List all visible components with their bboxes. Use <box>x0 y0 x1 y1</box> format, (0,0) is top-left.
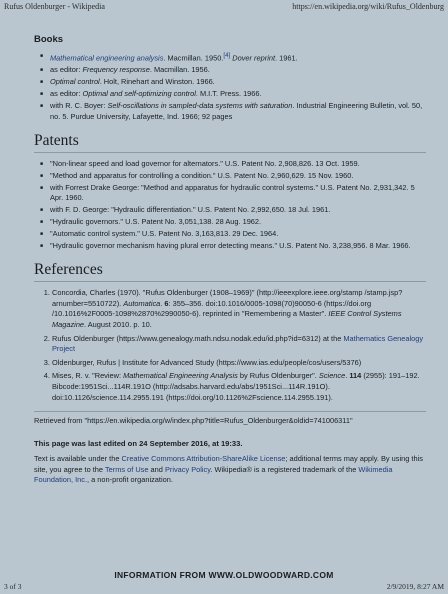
print-datetime: 2/9/2019, 8:27 AM <box>386 582 444 591</box>
license-notice: Text is available under the Creative Commons Attribution-ShareAlike License; additional terms may apply. By using this site, you agree to the Terms of Use and Privacy Policy. Wikipedia® is a registered trademark of the Wikimedia Foundation, Inc., a non-profit organization. <box>34 454 423 484</box>
article-content <box>34 34 426 485</box>
reference-item: 4. Mises, R. v. "Review: Mathematical Engineering Analysis by Rufus Oldenburger". Science. 114 (2955): 191–192. Bibcode:1951Sci...114R.191O (http://adsabs.harvard.edu/abs/1951Sci...114R.191O). doi:10.1126/science.114.2955.191 (https://doi.org/10.1126%2Fscience.114.2955.191). <box>52 371 426 403</box>
retrieved-from-notice: Retrieved from "https://en.wikipedia.org/w/index.php?title=Rufus_Oldenburger&oldid=741006311" <box>34 411 426 425</box>
book-item: ■ as editor: Optimal and self-optimizing control. M.I.T. Press. 1966. <box>50 89 426 99</box>
header-page-title: Rufus Oldenburger - Wikipedia <box>4 2 105 11</box>
references-list <box>34 288 426 403</box>
print-header <box>4 2 444 11</box>
book-title-link[interactable]: Mathematical engineering analysis <box>50 53 164 63</box>
wikimedia-foundation-link[interactable]: Wikimedia Foundation, Inc. <box>34 464 393 484</box>
patent-item: ■ "Method and apparatus for controlling a condition." U.S. Patent No. 2,960,629. 15 Nov. 1960. <box>50 171 426 181</box>
patent-item: ■ with Forrest Drake George: "Method and apparatus for hydraulic control systems." U.S. Patent No. 2,931,342. 5 Apr. 1960. <box>50 183 426 204</box>
citation-link[interactable]: [4] <box>223 52 231 59</box>
patent-item: ■ "Automatic control system." U.S. Patent No. 3,163,813. 29 Dec. 1964. <box>50 229 426 239</box>
patent-item: ■ "Hydraulic governor mechanism having plural error detecting means." U.S. Patent No. 3,238,956. 8 Mar. 1966. <box>50 241 426 251</box>
patent-item: ■ "Hydraulic governors." U.S. Patent No. 3,051,138. 28 Aug. 1962. <box>50 217 426 227</box>
books-heading: Books <box>34 34 64 45</box>
book-item: ■ Optimal control. Holt, Rinehart and Winston. 1966. <box>50 77 426 87</box>
last-edited-notice: This page was last edited on 24 September 2016, at 19:33. <box>34 439 243 449</box>
references-heading: References <box>34 261 426 282</box>
reference-item: 2. Rufus Oldenburger (https://www.genealogy.math.ndsu.nodak.edu/id.php?id=6312) at the Mathematics Genealogy Project <box>52 334 426 355</box>
reference-item: 1. Concordia, Charles (1970). "Rufus Oldenburger (1908–1969)" (http://ieeexplore.ieee.org/stamp /stamp.jsp?arnumber=5510722). Automatica. 6: 355–356. doi:10.1016/0005-1098(70)90050-6 (https://doi.org /10.1016%2F0005-1098%2870%2990050-6). reprinted in "Remembering a Master". IEEE Control Systems Magazine. August 2010. p. 10. <box>52 288 426 330</box>
terms-of-use-link[interactable]: Terms of Use <box>104 464 149 474</box>
books-list <box>34 51 426 122</box>
book-item: ■ with R. C. Boyer: Self-oscillations in sampled-data systems with saturation. Industrial Engineering Bulletin, vol. 50, no. 5. Purdue University, Lafayette, Ind. 1966; 92 pages <box>50 101 426 122</box>
mathematics-genealogy-project-link[interactable]: Mathematics Genealogy Project <box>52 333 424 354</box>
cc-license-link[interactable]: Creative Commons Attribution-ShareAlike License <box>121 454 286 464</box>
print-footer <box>4 582 444 591</box>
source-banner: INFORMATION FROM WWW.OLDWOODWARD.COM <box>114 570 334 580</box>
patent-item: ■ with F. D. George: "Hydraulic differentiation." U.S. Patent No. 2,992,650. 18 Jul. 1961. <box>50 205 426 215</box>
book-item: ■ Mathematical engineering analysis. Macmillan. 1950.[4] Dover reprint. 1961. <box>50 51 426 64</box>
patents-list <box>34 159 426 251</box>
book-item: ■ as editor: Frequency response. Macmillan. 1956. <box>50 65 426 75</box>
patents-heading: Patents <box>34 132 426 153</box>
page-number: 3 of 3 <box>4 582 22 591</box>
privacy-policy-link[interactable]: Privacy Policy <box>164 464 211 474</box>
patent-item: ■ "Non-linear speed and load governor for alternators." U.S. Patent No. 2,908,826. 13 Oct. 1959. <box>50 159 426 169</box>
reference-item: 3. Oldenburger, Rufus | Institute for Advanced Study (https://www.ias.edu/people/cos/users/5376) <box>52 358 426 369</box>
header-url: https://en.wikipedia.org/wiki/Rufus_Oldenburg <box>292 2 444 11</box>
